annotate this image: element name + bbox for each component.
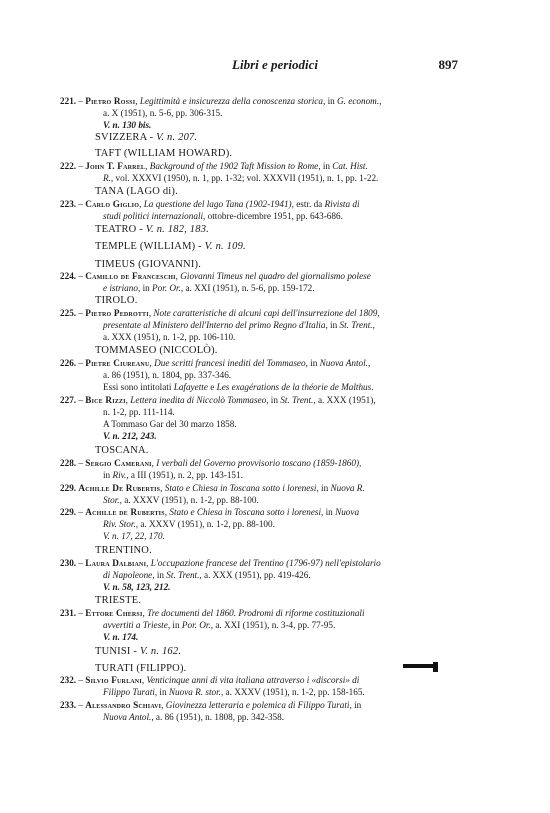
entry-text: , [367, 358, 371, 368]
entry-title: G. econom. [337, 96, 380, 106]
entry-line [60, 674, 359, 686]
entry-text: , [175, 271, 181, 281]
ink-smudge [433, 662, 438, 672]
entry-text: TIMEUS (GIOVANNI). [95, 259, 202, 270]
entry-title: St. Trent. [280, 395, 314, 405]
entry-line [60, 95, 381, 107]
entry-author: John T. Farrel [85, 161, 146, 171]
entry-line [103, 418, 237, 430]
entry-text: , a. 86 (1951), n. 1808, pp. 342-358. [151, 712, 285, 722]
entry-text: , [142, 608, 148, 618]
entry-title: Nuova [335, 507, 360, 517]
entry-title: L'occupazione francese del Trentino (1796-97) nell'epistolario [150, 558, 381, 568]
entry-title: Nuova R. [330, 483, 365, 493]
entry-text: , [125, 395, 131, 405]
entry-text: , in [305, 358, 320, 368]
entry-title: Stato e Chiesa in Toscana sotto i lorenesi [169, 507, 322, 517]
entry-text: – [76, 507, 86, 517]
entry-title: Due scritti francesi inediti del Tommaseo [154, 358, 306, 368]
entry-title: V. n. 162. [139, 646, 182, 657]
entry-line [103, 406, 175, 418]
entry-title: Cat. Hist. [332, 161, 368, 171]
entry-title: Por. Or. [152, 283, 181, 293]
entry-text: , a. XXI (1951), n. 3-4, pp. 77-95. [210, 620, 336, 630]
entry-line [103, 494, 259, 506]
entry-text: – [76, 199, 86, 209]
cross-reference: V. n. 58, 123, 212. [103, 582, 171, 592]
entry-author: Camillo de Franceschi [85, 271, 176, 281]
entry-line [60, 506, 359, 518]
entry-line [103, 381, 374, 393]
section-heading [95, 240, 246, 253]
entry-text: in [103, 470, 113, 480]
entry-author: Pietre Ciureanu [85, 358, 150, 368]
entry-text: – [76, 608, 86, 618]
entry-title: Legittimità e insicurezza della conoscenza storica [139, 96, 323, 106]
entry-line [103, 631, 138, 643]
entry-title: Riv. [112, 470, 127, 480]
entry-text: TOSCANA. [95, 445, 149, 456]
section-heading [95, 294, 138, 307]
entry-text: , a. XXXV (1951), n. 1-2, pp. 158-165. [220, 687, 365, 697]
entry-line [103, 369, 231, 381]
section-heading [95, 594, 141, 607]
entry-title: avvertiti a Trieste [103, 620, 168, 630]
entry-text: , in [266, 395, 281, 405]
entry-title: Venticinque anni di vita italiana attraverso i «discorsi» di [146, 675, 360, 685]
entry-text: – [76, 395, 86, 405]
section-heading [95, 444, 149, 457]
entry-text: , estr. da [291, 199, 325, 209]
entry-text: – [76, 271, 86, 281]
entry-text: n. 1-2, pp. 111-114. [103, 407, 175, 417]
entry-text: , [160, 483, 165, 493]
page-number: 897 [438, 57, 458, 72]
entry-text: TRENTINO. [95, 545, 152, 556]
entry-author: Alessandro Schiavi [85, 700, 162, 710]
entry-line [103, 107, 222, 119]
entry-text: – [76, 675, 86, 685]
entry-text: , in [318, 161, 333, 171]
entry-title: di Napoleone [103, 570, 153, 580]
entry-line [103, 530, 165, 542]
entry-line [103, 210, 343, 222]
section-heading [95, 223, 209, 236]
entry-title: La questione del lago Tana (1902-1941) [143, 199, 292, 209]
entry-number: 221. [60, 96, 77, 106]
entry-line [103, 619, 335, 631]
entry-title: St. Trent. [339, 320, 373, 330]
entry-number: 223. [60, 199, 77, 209]
entry-text: , in [322, 96, 338, 106]
entry-text: TOMMASEO (NICCOLÒ). [95, 345, 218, 356]
entry-number: 229. [60, 483, 77, 493]
entry-text: A Tommaso Gar del 30 marzo 1858. [103, 419, 237, 429]
entry-text: a. XXX (1951), n. 1-2, pp. 106-110. [103, 332, 236, 342]
entry-line [103, 581, 170, 593]
entry-text: – [76, 358, 86, 368]
entry-line [60, 482, 365, 494]
entry-line [60, 699, 361, 711]
entry-number: 226. [60, 358, 77, 368]
entry-line [103, 711, 284, 723]
entry-text: , ottobre-dicembre 1951, pp. 643-686. [203, 211, 343, 221]
entry-text: , vol. XXXVI (1950), n. 1, pp. 1-32; vol. XXXVII (1951), n. 1, pp. 1-22. [110, 173, 379, 183]
entry-text: , a. XXXV (1951), n. 1-2, pp. 88-100. [135, 519, 275, 529]
entry-text: – [76, 458, 86, 468]
entry-title: Les exagérations de la théorie de Malthus [216, 382, 372, 392]
entry-author: Pietro Rossi [85, 96, 136, 106]
entry-title: Lettera inedita di Niccolò Tommaseo [130, 395, 267, 405]
section-heading [95, 131, 197, 144]
entry-title: Filippo Turati [103, 687, 155, 697]
entry-title: Nuova Antol. [103, 712, 152, 722]
entry-title: R. [103, 173, 111, 183]
entry-author: Achille De Rubertis [78, 483, 161, 493]
entry-title: Giovinezza letteraria e polemica di Filippo Turati [165, 700, 350, 710]
ink-smudge [403, 664, 437, 668]
entry-title: V. n. 182, 183. [145, 224, 209, 235]
entry-text: , a III (1951), n. 2, pp. 143-151. [126, 470, 243, 480]
entry-line [103, 119, 151, 131]
entry-author: Laura Dalbiani [85, 558, 147, 568]
entry-title: Tre documenti del 1860. Prodromi di riforme costituzionali [147, 608, 365, 618]
entry-text: TANA (LAGO di). [95, 186, 178, 197]
entry-text: , in [316, 483, 331, 493]
entry-number: 224. [60, 271, 77, 281]
entry-number: 233. [60, 700, 77, 710]
entry-text: . [371, 382, 374, 392]
entry-line [60, 394, 376, 406]
entry-text: , [372, 320, 375, 330]
entry-line [103, 319, 375, 331]
entry-text: , [151, 458, 157, 468]
entry-text: , [139, 199, 144, 209]
entry-title: presentate al Ministero dell'Interno del primo Regno d'Italia [103, 320, 326, 330]
entry-title: Lafayette [173, 382, 208, 392]
entry-text: TIROLO. [95, 295, 138, 306]
entry-title: St. Trent. [166, 570, 200, 580]
entry-text: a. 86 (1951), n. 1804, pp. 337-346. [103, 370, 232, 380]
entry-title: V. n. 17, 22, 170. [103, 531, 165, 541]
cross-reference: V. n. 212, 243. [103, 431, 157, 441]
entry-text: TEMPLE (WILLIAM) - [95, 241, 205, 252]
entry-text: , in [349, 700, 362, 710]
entry-text: – [76, 558, 86, 568]
entry-text: – [76, 308, 86, 318]
entry-number: 227. [60, 395, 77, 405]
entry-line [103, 282, 315, 294]
entry-line [103, 469, 243, 481]
running-title: Libri e periodici [232, 57, 318, 72]
entry-line [60, 457, 361, 469]
entry-text: , in [167, 620, 182, 630]
entry-line [103, 518, 275, 530]
entry-title: Giovanni Timeus nel quadro del giornalismo polese [180, 271, 371, 281]
entry-author: Bice Rizzi [85, 395, 126, 405]
entry-number: 228. [60, 458, 77, 468]
entry-title: Por. Or. [181, 620, 211, 630]
entry-number: 229. [60, 507, 77, 517]
entry-number: 222. [60, 161, 77, 171]
entry-text: , in [321, 507, 336, 517]
entry-author: Ettore Chersi [85, 608, 143, 618]
entry-title: V. n. 109. [204, 241, 246, 252]
entry-text: , in [152, 570, 167, 580]
section-heading [95, 185, 178, 198]
entry-line [60, 307, 380, 319]
entry-text: , [135, 96, 140, 106]
entry-title: e istriano [103, 283, 138, 293]
section-heading [95, 147, 232, 160]
entry-number: 231. [60, 608, 77, 618]
entry-title: Nuova R. stor. [168, 687, 221, 697]
entry-title: Background of the 1902 Taft Mission to Rome [149, 161, 319, 171]
entry-text: SVIZZERA - [95, 132, 157, 143]
entry-number: 230. [60, 558, 77, 568]
entry-line [60, 357, 370, 369]
entry-text: TAFT (WILLIAM HOWARD). [95, 148, 233, 159]
entry-text: , a. XXX (1951), pp. 419-426. [199, 570, 311, 580]
entry-text: TEATRO - [95, 224, 146, 235]
entry-text: TURATI (FILIPPO). [95, 663, 187, 674]
entry-text: , [161, 700, 166, 710]
entry-text: – [76, 161, 86, 171]
entry-text: , in [154, 687, 169, 697]
entry-number: 225. [60, 308, 77, 318]
entry-text: TRIESTE. [95, 595, 142, 606]
entry-text: , a. XXX (1951), [313, 395, 376, 405]
entry-author: Sergio Camerani [85, 458, 152, 468]
entry-text: , [146, 558, 151, 568]
entry-text: , in [137, 283, 153, 293]
entry-text: , [148, 308, 154, 318]
entry-text: , a. XXXV (1951), n. 1-2, pp. 88-100. [119, 495, 259, 505]
entry-title: Stor. [103, 495, 120, 505]
entry-line [103, 430, 157, 442]
entry-author: Achille de Rubertis [85, 507, 165, 517]
entry-title: Stato e Chiesa in Toscana sotto i lorenesi [164, 483, 317, 493]
entry-title: I verbali del Governo provvisorio toscano (1859-1860) [156, 458, 360, 468]
entry-text: , in [325, 320, 340, 330]
entry-author: Silvio Furlani [85, 675, 142, 685]
entry-number: 232. [60, 675, 77, 685]
entry-line [60, 607, 365, 619]
entry-author: Carlo Giglio [85, 199, 140, 209]
entry-title: Riv. Stor. [103, 519, 136, 529]
section-heading [95, 645, 181, 658]
entry-text: e [207, 382, 217, 392]
entry-line [60, 557, 381, 569]
section-heading [95, 544, 152, 557]
entry-text: , [141, 675, 147, 685]
entry-text: , [359, 458, 362, 468]
cross-reference: V. n. 130 bis. [103, 120, 152, 130]
entry-line [103, 172, 378, 184]
entry-text: Essi sono intitolati [103, 382, 174, 392]
entry-text: – [76, 700, 86, 710]
entry-line [103, 331, 235, 343]
entry-text: , [145, 161, 150, 171]
entry-text: – [76, 96, 86, 106]
entry-author: Pietro Pedrotti [85, 308, 149, 318]
entry-line [60, 270, 371, 282]
entry-line [103, 569, 311, 581]
entry-line [60, 160, 368, 172]
entry-text: , a. XXI (1951), n. 5-6, pp. 159-172. [180, 283, 315, 293]
cross-reference: V. n. 174. [103, 632, 139, 642]
entry-text: TUNISI - [95, 646, 140, 657]
entry-title: V. n. 207. [156, 132, 198, 143]
entry-title: Rivista di [324, 199, 360, 209]
section-heading [95, 344, 218, 357]
entry-line [103, 686, 365, 698]
entry-title: studi politici internazionali [103, 211, 204, 221]
entry-line [60, 198, 360, 210]
entry-title: Nuova Antol. [319, 358, 368, 368]
entry-text: a. X (1951), n. 5-6, pp. 306-315. [103, 108, 223, 118]
entry-text: , [149, 358, 155, 368]
entry-text: , [164, 507, 170, 517]
entry-title: Note caratteristiche di alcuni capi dell'insurrezione del 1809, [153, 308, 380, 318]
entry-text: , [379, 96, 382, 106]
